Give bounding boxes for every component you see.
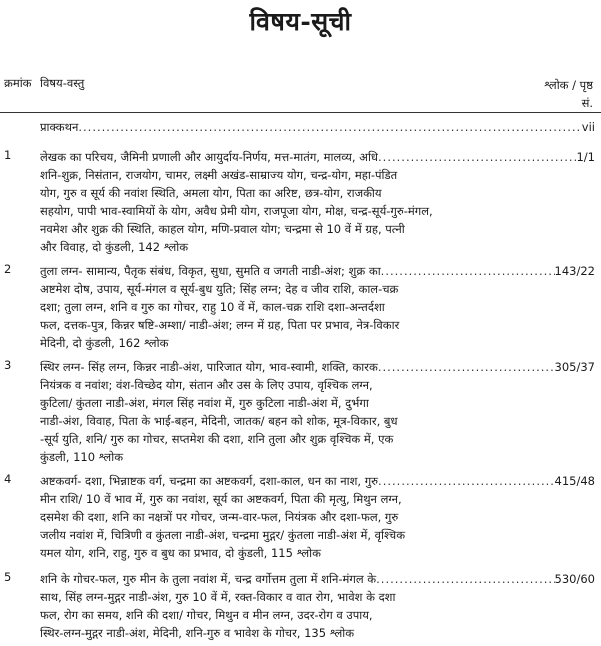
entry-first-line-text: शनि के गोचर-फल, गुरु मीन के तुला नवांश में, चन्द्र वर्गोत्तम तुला में शनि-मंगल के (40, 572, 377, 586)
entry-line: फल, दत्तक-पुत्र, किन्नर षष्टि-अम्शा/ नाडी-अंश; लग्न में ग्रह, पिता पर प्रभाव, नेत्र-विकार (40, 318, 400, 332)
page-abbr-label: सं. (581, 96, 593, 110)
entry-line: जलीय नवांश में, चित्रिणी व कुंतला नाडी-अंश, चन्द्रमा मुद्गर/ कुंतला नाडी-अंश में, वृश्चिक (40, 528, 406, 542)
entry-number: 5 (4, 570, 12, 584)
entry-line: दशा; तुला लग्न, शनि व गुरु का गोचर, राहु 10 वें में, काल-चक्र राशि दशा-अन्तर्दशा (40, 300, 385, 314)
entry-line: नियंत्रक व नवांश; वंश-विच्छेद योग, संतान और उस के लिए उपाय, वृश्चिक लग्न, (40, 378, 373, 392)
entry-line (40, 148, 595, 166)
dot-leader (378, 472, 554, 490)
entry-number: 3 (4, 358, 12, 372)
entry-shloka-page-ref: 143/22 (554, 264, 595, 278)
entry-number: 4 (4, 472, 12, 486)
entry-text-block (40, 148, 595, 256)
topic-column-header: विषय-वस्तु (40, 76, 85, 90)
entry-line: स्थिर-लग्न-मुद्गर नाडी-अंश, मेदिनी, शनि-गुरु व भावेश के गोचर, 135 श्लोक (40, 626, 355, 640)
entry-line (40, 472, 595, 490)
entry-line: नवमेश और शुक्र की स्थिति, काहल योग, मणि-प्रवाल योग; चन्द्रमा से 10 वें में ग्रह, पत्नी (40, 222, 405, 236)
dot-leader (381, 262, 555, 280)
entry-line: -सूर्य युति, शनि/ गुरु का गोचर, सप्तमेश की दशा, शनि तुला और शुक्र वृश्चिक में, एक (40, 432, 394, 446)
entry-text-block (40, 262, 595, 352)
entry-line (40, 358, 595, 376)
entry-first-line-text: स्थिर लग्न- सिंह लग्न, किन्नर नाडी-अंश, पारिजात योग, भाव-स्वामी, शक्ति, कारक (40, 360, 378, 374)
entry-line (40, 570, 595, 588)
entry-first-line-text: तुला लग्न- सामान्य, पैतृक संबंध, विकृत, सुधा, सुमति व जगती नाडी-अंश; शुक्र का (40, 264, 381, 278)
entry-shloka-page-ref: 1/1 (576, 150, 595, 164)
entry-line (40, 262, 595, 280)
entry-line: मीन राशि/ 10 वें भाव में, गुरु का नवांश, सूर्य का अष्टकवर्ग, पिता की मृत्यु, मिथुन लग्न, (40, 492, 402, 506)
preface-label: प्राक्कथन (40, 120, 79, 134)
dot-leader (78, 118, 581, 136)
dot-leader (378, 148, 576, 166)
preface-page: vii (581, 120, 595, 134)
entry-line: मेदिनी, दो कुंडली, 162 श्लोक (40, 336, 169, 350)
entry-line: कुंडली, 110 श्लोक (40, 450, 124, 464)
entry-line: सहयोग, पापी भाव-स्वामियों के योग, अवैध प्रेमी योग, राजपूजा योग, मोक्ष, चन्द्र-सूर्य-गुरु-मंगल, (40, 204, 433, 218)
dot-leader (376, 570, 554, 588)
entry-line: साथ, सिंह लग्न-मुद्गर नाडी-अंश, गुरु 10 वें में, रक्त-विकार व वात रोग, भावेश के दशा (40, 590, 396, 604)
entry-line: योग, गुरु व सूर्य की नवांश स्थिति, अमला योग, पिता का अरिष्ट, छत्र-योग, राजकीय (40, 186, 382, 200)
entry-shloka-page-ref: 530/60 (554, 572, 595, 586)
entry-line: दसमेश की दशा, शनि का नक्षत्रों पर गोचर, जन्म-वार-फल, नियंत्रक और दशा-फल, गुरु (40, 510, 399, 524)
entry-number: 1 (4, 148, 12, 162)
entry-line: फल, रोग का समय, शनि की दशा/ गोचर, मिथुन व मीन लग्न, उदर-रोग व उपाय, (40, 608, 373, 622)
entry-text-block (40, 472, 595, 562)
entry-shloka-page-ref: 305/37 (554, 360, 595, 374)
entry-line: शनि-शुक्र, निसंतान, राजयोग, चामर, लक्ष्मी अखंड-साम्राज्य योग, चन्द्र-योग, महा-पंडित (40, 168, 398, 182)
entry-number: 2 (4, 262, 12, 276)
shloka-page-column-header (544, 76, 593, 112)
serial-column-header: क्रमांक (4, 76, 32, 90)
preface-line (40, 118, 595, 136)
entry-shloka-page-ref: 415/48 (554, 474, 595, 488)
entry-first-line-text: अष्टकवर्ग- दशा, भिन्नाष्टक वर्ग, चन्द्रमा का अष्टकवर्ग, दशा-काल, धन का नाश, गुरु (40, 474, 379, 488)
page-title: विषय-सूची (249, 7, 352, 36)
entry-line: अष्टमेश दोष, उपाय, सूर्य-मंगल व सूर्य-बुध युति; सिंह लग्न; देह व जीव राशि, काल-चक्र (40, 282, 399, 296)
shloka-page-label: श्लोक / पृष्ठ (544, 78, 593, 92)
entry-line: और विवाह, दो कुंडली, 142 श्लोक (40, 240, 189, 254)
entry-first-line-text: लेखक का परिचय, जैमिनी प्रणाली और आयुर्दाय-निर्णय, मत्त-मातंग, मालव्य, अधि (40, 150, 379, 164)
entry-text-block (40, 570, 595, 642)
header-divider (0, 112, 601, 113)
entry-text-block (40, 358, 595, 466)
entry-line: नाडी-अंश, विवाह, पिता के भाई-बहन, मेदिनी, जातक/ बहन को शोक, मूत्र-विकार, बुध (40, 414, 398, 428)
entry-line: यमल योग, शनि, राहु, गुरु व बुध का प्रभाव, दो कुंडली, 115 श्लोक (40, 546, 321, 560)
entry-line: कुटिला/ कुंतला नाडी-अंश, मंगल सिंह नवांश में, गुरु कुटिला नाडी-अंश में, दुर्भगा (40, 396, 369, 410)
dot-leader (378, 358, 555, 376)
